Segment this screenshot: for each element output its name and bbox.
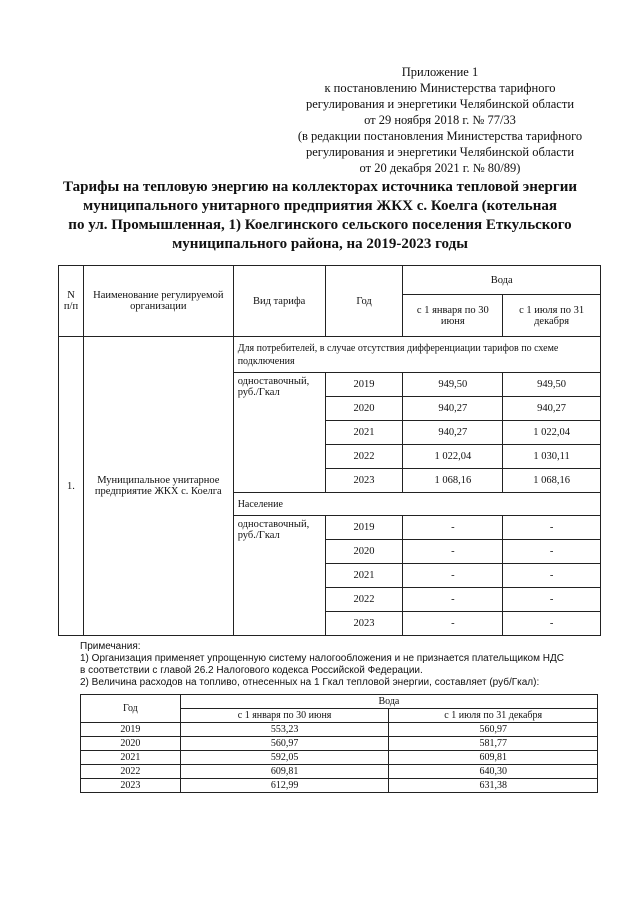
fuel-year-cell: 2020 [81, 737, 181, 751]
header-org: Наименование регулируемой организации [83, 266, 233, 337]
value-cell: 1 022,04 [403, 445, 503, 469]
value-cell: 940,27 [403, 397, 503, 421]
tariff-table [58, 265, 601, 636]
year-cell: 2021 [325, 421, 403, 445]
note-1: 1) Организация применяет упрощенную систему налогообложения и не признается плательщиком НДС [80, 653, 564, 664]
value-cell: 949,50 [503, 373, 601, 397]
value-cell: - [503, 588, 601, 612]
header-water: Вода [403, 266, 601, 295]
fuel-year-cell: 2019 [81, 723, 181, 737]
organization-name: Муниципальное унитарное предприятие ЖКХ с. Коелга [83, 337, 233, 636]
group-label-consumers: Для потребителей, в случае отсутствия дифференциации тарифов по схеме подключения [233, 337, 600, 373]
value-cell: - [503, 612, 601, 636]
year-cell: 2020 [325, 540, 403, 564]
fuel-header-period-2: с 1 июля по 31 декабря [389, 709, 598, 723]
value-cell: - [503, 540, 601, 564]
title-line: Тарифы на тепловую энергию на коллекторах источника тепловой энергии [63, 179, 577, 195]
fuel-value-cell: 640,30 [389, 765, 598, 779]
appendix-line: (в редакции постановления Министерства тарифного [297, 129, 583, 143]
appendix-block [290, 64, 590, 176]
header-year: Год [325, 266, 403, 337]
fuel-value-cell: 592,05 [180, 751, 389, 765]
notes-heading: Примечания: [80, 641, 141, 652]
title-line: по ул. Промышленная, 1) Коелгинского сельского поселения Еткульского [68, 217, 572, 233]
fuel-header-water: Вода [180, 695, 597, 709]
appendix-line: к постановлению Министерства тарифного [324, 81, 556, 95]
value-cell: - [403, 540, 503, 564]
value-cell: - [403, 516, 503, 540]
header-num: N п/п [59, 266, 84, 337]
value-cell: - [503, 564, 601, 588]
row-number: 1. [59, 337, 84, 636]
header-tariff-type: Вид тарифа [233, 266, 325, 337]
value-cell: - [403, 588, 503, 612]
year-cell: 2023 [325, 469, 403, 493]
year-cell: 2019 [325, 373, 403, 397]
value-cell: 949,50 [403, 373, 503, 397]
appendix-line: Приложение 1 [401, 65, 479, 79]
tariff-type-cell: одноставочный, руб./Гкал [233, 373, 325, 493]
year-cell: 2023 [325, 612, 403, 636]
tariff-type-cell: одноставочный, руб./Гкал [233, 516, 325, 636]
fuel-value-cell: 631,38 [389, 779, 598, 793]
notes-block [80, 641, 600, 689]
title-line: муниципального района, на 2019-2023 годы [172, 236, 468, 252]
fuel-year-cell: 2021 [81, 751, 181, 765]
fuel-value-cell: 553,23 [180, 723, 389, 737]
title-line: муниципального унитарного предприятия ЖКХ с. Коелга (котельная [83, 198, 557, 214]
fuel-value-cell: 609,81 [180, 765, 389, 779]
appendix-line: от 20 декабря 2021 г. № 80/89) [359, 161, 521, 175]
fuel-value-cell: 560,97 [389, 723, 598, 737]
fuel-value-cell: 560,97 [180, 737, 389, 751]
fuel-cost-table [80, 694, 598, 793]
value-cell: - [503, 516, 601, 540]
year-cell: 2022 [325, 588, 403, 612]
value-cell: 1 022,04 [503, 421, 601, 445]
fuel-value-cell: 581,77 [389, 737, 598, 751]
header-period-2: с 1 июля по 31 декабря [503, 295, 601, 337]
fuel-header-period-1: с 1 января по 30 июня [180, 709, 389, 723]
year-cell: 2021 [325, 564, 403, 588]
value-cell: 1 068,16 [403, 469, 503, 493]
group-label-population: Население [233, 493, 600, 516]
year-cell: 2022 [325, 445, 403, 469]
fuel-year-cell: 2022 [81, 765, 181, 779]
fuel-header-year: Год [81, 695, 181, 723]
appendix-line: от 29 ноября 2018 г. № 77/33 [364, 113, 516, 127]
fuel-year-cell: 2023 [81, 779, 181, 793]
year-cell: 2019 [325, 516, 403, 540]
fuel-value-cell: 612,99 [180, 779, 389, 793]
appendix-line: регулирования и энергетики Челябинской области [305, 97, 575, 111]
value-cell: - [403, 564, 503, 588]
document-title [40, 178, 600, 254]
note-1-continuation: в соответствии с главой 26.2 Налогового кодекса Российской Федерации. [80, 665, 423, 676]
value-cell: 940,27 [403, 421, 503, 445]
note-2: 2) Величина расходов на топливо, отнесенных на 1 Гкал тепловой энергии, составляет (руб/Гкал): [80, 677, 540, 688]
fuel-value-cell: 609,81 [389, 751, 598, 765]
header-period-1: с 1 января по 30 июня [403, 295, 503, 337]
value-cell: 1 030,11 [503, 445, 601, 469]
value-cell: 1 068,16 [503, 469, 601, 493]
appendix-line: регулирования и энергетики Челябинской области [305, 145, 575, 159]
value-cell: - [403, 612, 503, 636]
year-cell: 2020 [325, 397, 403, 421]
value-cell: 940,27 [503, 397, 601, 421]
